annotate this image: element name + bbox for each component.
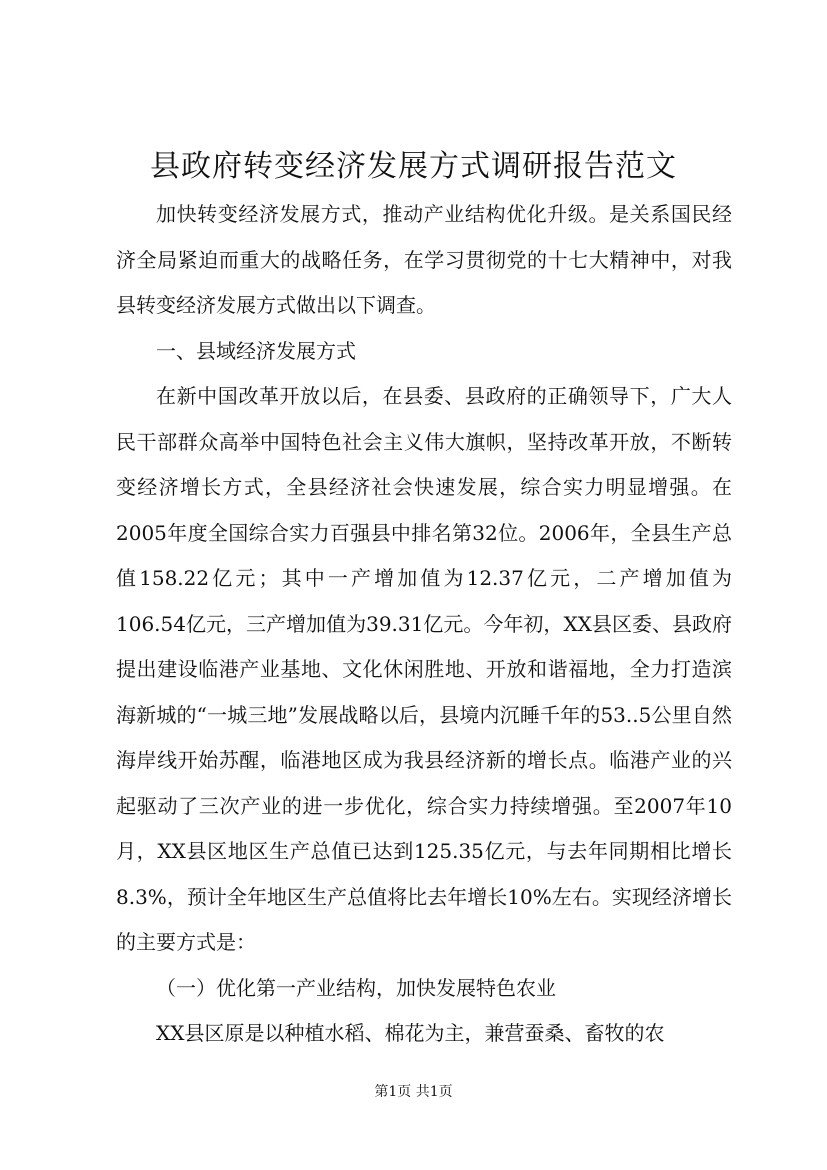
section-heading: 一、县域经济发展方式 — [156, 338, 356, 363]
paragraph-development: 在新中国改革开放以后，在县委、县政府的正确领导下，广大人民干部群众高举中国特色社会主义伟大旗帜，坚持改革开放，不断转变经济增长方式，全县经济社会快速发展，综合实力明显增强。在2005年度全国综合实力百强县中排名第32位。2006年，全县生产总值158.22亿元；其中一产增加值为12.37亿元，二产增加值为106.54亿元，三产增加值为39.31亿元。今年初，XX县区委、县政府提出建设临港产业基地、文化休闲胜地、开放和谐福地，全力打造滨海新城的“一城三地”发展战略以后，县境内沉睡千年的53..5公里自然海岸线开始苏醒，临港地区成为我县经济新的增长点。临港产业的兴起驱动了三次产业的进一步优化，综合实力持续增强。至2007年10月，XX县区地区生产总值已达到125.35亿元，与去年同期相比增长8.3%，预计全年地区生产总值将比去年增长10%左右。实现经济增长的主要方式是： — [116, 384, 732, 954]
page-number: 第1页 共1页 — [374, 1084, 453, 1100]
paragraph-agriculture: XX县区原是以种植水稻、棉花为主，兼营蚕桑、畜牧的农 — [156, 1021, 665, 1045]
paragraph-intro: 加快转变经济发展方式，推动产业结构优化升级。是关系国民经济全局紧迫而重大的战略任务，在学习贯彻党的十七大精神中，对我县转变经济发展方式做出以下调查。 — [116, 202, 732, 317]
document-title: 县政府转变经济发展方式调研报告范文 — [150, 149, 677, 184]
document-body — [116, 192, 732, 1057]
subsection-heading: （一）优化第一产业结构，加快发展特色农业 — [156, 975, 556, 1000]
